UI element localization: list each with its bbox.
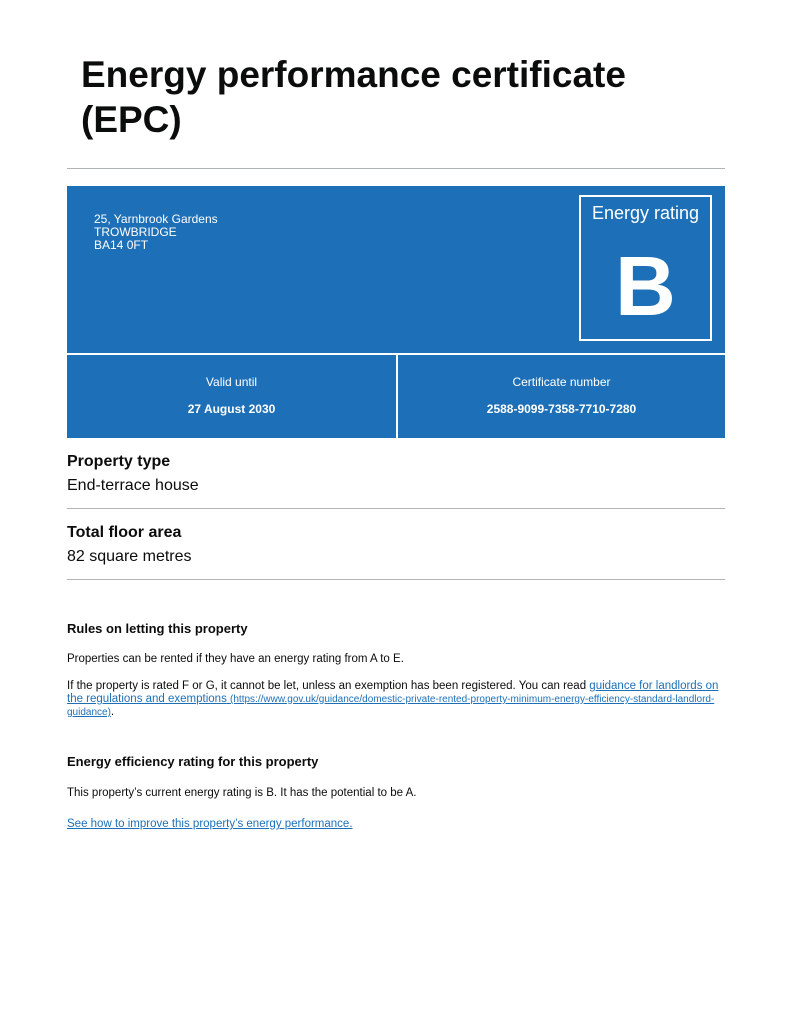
page-title: Energy performance certificate (EPC) xyxy=(81,54,626,140)
landlord-guidance-link-text: guidance for landlords on the regulations and exemptions xyxy=(67,680,719,705)
property-type-value: End-terrace house xyxy=(67,477,199,494)
letting-rules-paragraph: Properties can be rented if they have an energy rating from A to E. xyxy=(67,653,404,665)
floor-area-value: 82 square metres xyxy=(67,548,192,565)
improve-performance-paragraph xyxy=(67,818,727,831)
address-line-2: TROWBRIDGE xyxy=(94,225,177,239)
letting-exemptions-paragraph xyxy=(67,680,727,719)
summary-divider xyxy=(67,508,725,509)
title-divider xyxy=(67,168,725,169)
improve-performance-link[interactable]: See how to improve this property’s energy performance. xyxy=(67,818,353,830)
epc-summary-panel xyxy=(67,186,725,438)
certificate-number-cell xyxy=(397,354,726,438)
property-address xyxy=(94,213,218,252)
efficiency-rating-paragraph: This property’s current energy rating is B. It has the potential to be A. xyxy=(67,787,417,799)
valid-until-cell xyxy=(67,354,396,438)
energy-rating-box xyxy=(579,195,712,341)
property-type-label: Property type xyxy=(67,453,171,470)
energy-rating-label: Energy rating xyxy=(591,203,700,223)
certificate-number: 2588-9099-7358-7710-7280 xyxy=(486,402,637,416)
efficiency-rating-heading: Energy efficiency rating for this property xyxy=(67,754,319,769)
floor-area-label: Total floor area xyxy=(67,524,182,541)
letting-rules-heading: Rules on letting this property xyxy=(67,621,248,636)
letting-exemptions-end: . xyxy=(110,706,115,718)
valid-until-date: 27 August 2030 xyxy=(187,402,276,416)
letting-exemptions-text: If the property is rated F or G, it cannot be let, unless an exemption has been registered. You can read xyxy=(67,680,590,692)
certificate-number-label: Certificate number xyxy=(512,375,611,389)
summary-divider xyxy=(67,579,725,580)
valid-until-label: Valid until xyxy=(205,375,258,389)
energy-rating-letter: B xyxy=(615,239,676,333)
address-line-1: 25, Yarnbrook Gardens xyxy=(94,212,218,226)
address-line-3: BA14 0FT xyxy=(94,238,149,252)
landlord-guidance-link-url: (https://www.gov.uk/guidance/domestic-private-rented-property-minimum-energy-efficiency-standard-landlord-guidance) xyxy=(67,694,715,718)
